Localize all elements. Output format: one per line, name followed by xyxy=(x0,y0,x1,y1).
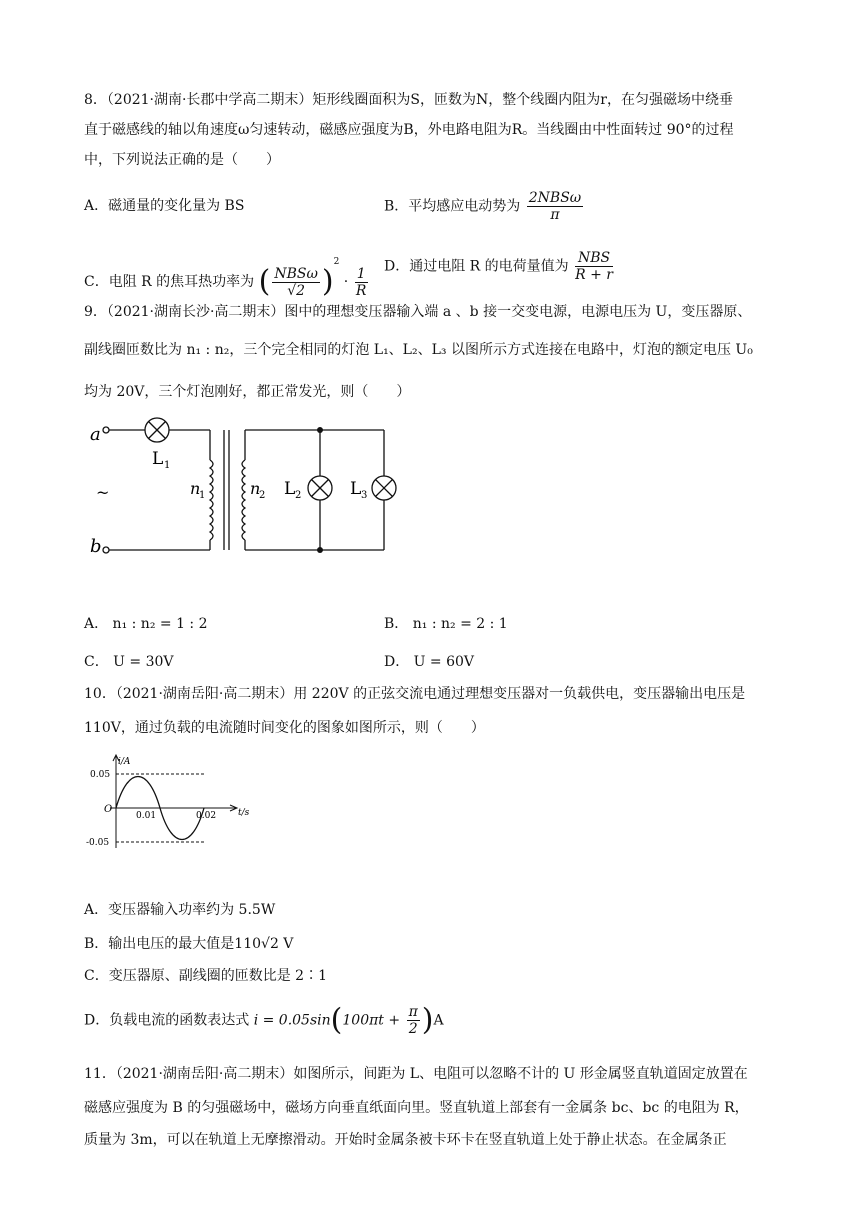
q8-option-c-numerator: NBSω xyxy=(274,265,318,282)
q8-option-c-denominator2: R xyxy=(355,282,367,299)
q8-option-c-numerator2: 1 xyxy=(356,265,366,282)
q10-option-b[interactable] xyxy=(84,934,293,954)
q10-stem-line2: 110V，通过负载的电流随时间变化的图象如图所示，则（ ） xyxy=(84,720,485,736)
q8-stem-line2: 直于磁感线的轴以角速度ω匀速转动，磁感应强度为B，外电路电阻为R。当线圈由中性面转过 90°的过程 xyxy=(84,122,734,138)
primary-coil-icon xyxy=(210,460,213,540)
q8-option-b-denominator: π xyxy=(550,207,560,223)
q8-option-c-fraction xyxy=(272,266,320,299)
q8-stem-line1: 8．（2021·湖南·长郡中学高二期末）矩形线圈面积为S，匝数为N，整个线圈内阻为r，在匀强磁场中绕垂 xyxy=(84,92,733,108)
q10-option-d[interactable] xyxy=(84,1004,444,1037)
q10-option-a[interactable]: A．变压器输入功率约为 5.5W xyxy=(84,902,276,918)
graph-xtick-1: 0.01 xyxy=(136,811,157,821)
q10-option-b-value: 110√2 V xyxy=(234,936,294,952)
graph-ylabel: i/A xyxy=(118,757,131,767)
q11-stem-line1: 11．（2021·湖南岳阳·高二期末）如图所示，间距为 L、电阻可以忽略不计的 U 形金属竖直轨道固定放置在 xyxy=(84,1066,748,1082)
secondary-coil-icon xyxy=(242,460,245,540)
label-b: b xyxy=(90,536,102,557)
q9-option-a[interactable]: A． n₁ : n₂ = 1 : 2 xyxy=(84,616,208,632)
q10-option-d-numerator: π xyxy=(408,1004,418,1020)
q8-option-d-numerator: NBS xyxy=(575,250,613,267)
q10-option-d-inner: 100πt + xyxy=(342,1012,401,1029)
q10-option-c[interactable]: C．变压器原、副线圈的匝数比是 2∶1 xyxy=(84,968,327,984)
q11-stem-line3: 质量为 3m，可以在轨道上无摩擦滑动。开始时金属条被卡环卡在竖直轨道上处于静止状态。在金属条正 xyxy=(84,1132,727,1148)
q8-option-c-left-paren: ( xyxy=(258,264,271,299)
graph-xtick-2: 0.02 xyxy=(196,811,217,821)
q8-option-c-fraction2 xyxy=(355,266,368,299)
q8-option-c-exponent: 2 xyxy=(333,257,340,267)
q10-option-d-left-paren: ( xyxy=(330,1002,343,1038)
label-l2-sub: 2 xyxy=(295,490,302,501)
q8-option-d[interactable] xyxy=(384,250,615,283)
junction-bottom-dot xyxy=(317,547,323,553)
q8-option-d-denominator: R + r xyxy=(575,267,613,283)
q9-option-b[interactable]: B． n₁ : n₂ = 2 : 1 xyxy=(384,616,508,632)
q8-option-b-prefix: B．平均感应电动势为 xyxy=(384,198,521,215)
q8-option-b-numerator: 2NBSω xyxy=(528,190,582,206)
graph-xlabel: t/s xyxy=(238,808,250,818)
q9-option-c[interactable]: C． U = 30V xyxy=(84,654,174,670)
graph-ytick-pos: 0.05 xyxy=(90,770,111,780)
label-l3-sub: 3 xyxy=(361,490,368,501)
terminal-b-dot xyxy=(103,547,109,553)
q10-option-d-expr: i = 0.05sin xyxy=(253,1012,331,1029)
q8-option-c[interactable] xyxy=(84,252,370,299)
label-n1: n xyxy=(190,479,201,498)
terminal-a-dot xyxy=(103,427,109,433)
label-ac-tilde: ~ xyxy=(96,483,110,502)
q9-stem-line1: 9．（2021·湖南长沙·高二期末）图中的理想变压器输入端 a 、b 接一交变电源，电源电压为 U，变压器原、 xyxy=(84,304,752,320)
q8-option-c-multiply: · xyxy=(343,274,349,290)
q10-option-b-prefix: B．输出电压的最大值是 xyxy=(84,936,235,952)
graph-ytick-neg: -0.05 xyxy=(86,838,110,848)
q9-option-d[interactable]: D． U = 60V xyxy=(384,654,475,670)
q8-option-b-fraction xyxy=(527,190,583,223)
q8-option-c-prefix: C．电阻 R 的焦耳热功率为 xyxy=(84,274,255,290)
q10-option-d-fraction xyxy=(407,1004,420,1037)
label-n2-sub: 2 xyxy=(259,490,266,501)
q10-stem-line1: 10．（2021·湖南岳阳·高二期末）用 220V 的正弦交流电通过理想变压器对一负载供电，变压器输出电压是 xyxy=(84,686,746,702)
q9-stem-line3: 均为 20V，三个灯泡刚好，都正常发光，则（ ） xyxy=(84,384,411,400)
q10-option-d-unit: A xyxy=(433,1012,444,1029)
q8-option-c-right-paren: ) xyxy=(321,264,334,299)
q10-option-d-denominator: 2 xyxy=(408,1021,418,1037)
q8-option-c-denominator: √2 xyxy=(287,282,306,299)
label-n1-sub: 1 xyxy=(199,490,206,501)
label-l1-sub: 1 xyxy=(164,460,171,471)
graph-origin: O xyxy=(104,804,113,815)
q8-option-d-fraction xyxy=(575,250,613,283)
q9-stem-line2: 副线圈匝数比为 n₁ : n₂，三个完全相同的灯泡 L₁、L₂、L₃ 以图所示方式连接在电路中，灯泡的额定电压 U₀ xyxy=(84,342,753,358)
q11-stem-line2: 磁感应强度为 B 的匀强磁场中，磁场方向垂直纸面向里。竖直轨道上部套有一金属条 bc、bc 的电阻为 R， xyxy=(84,1100,749,1116)
label-l2: L xyxy=(284,479,296,499)
q10-option-d-right-paren: ) xyxy=(421,1002,434,1038)
q8-stem-line3: 中，下列说法正确的是（ ） xyxy=(84,152,280,168)
q10-current-graph xyxy=(84,752,254,852)
q8-option-b[interactable] xyxy=(384,190,585,223)
q9-circuit-diagram xyxy=(84,412,414,562)
label-a: a xyxy=(90,424,101,445)
label-n2: n xyxy=(250,479,261,498)
q10-option-d-prefix: D．负载电流的函数表达式 xyxy=(84,1012,250,1029)
label-l3: L xyxy=(350,479,362,499)
label-l1: L xyxy=(152,449,164,469)
q8-option-d-prefix: D．通过电阻 R 的电荷量值为 xyxy=(384,258,569,275)
q8-option-a[interactable]: A．磁通量的变化量为 BS xyxy=(84,198,245,214)
junction-top-dot xyxy=(317,427,323,433)
